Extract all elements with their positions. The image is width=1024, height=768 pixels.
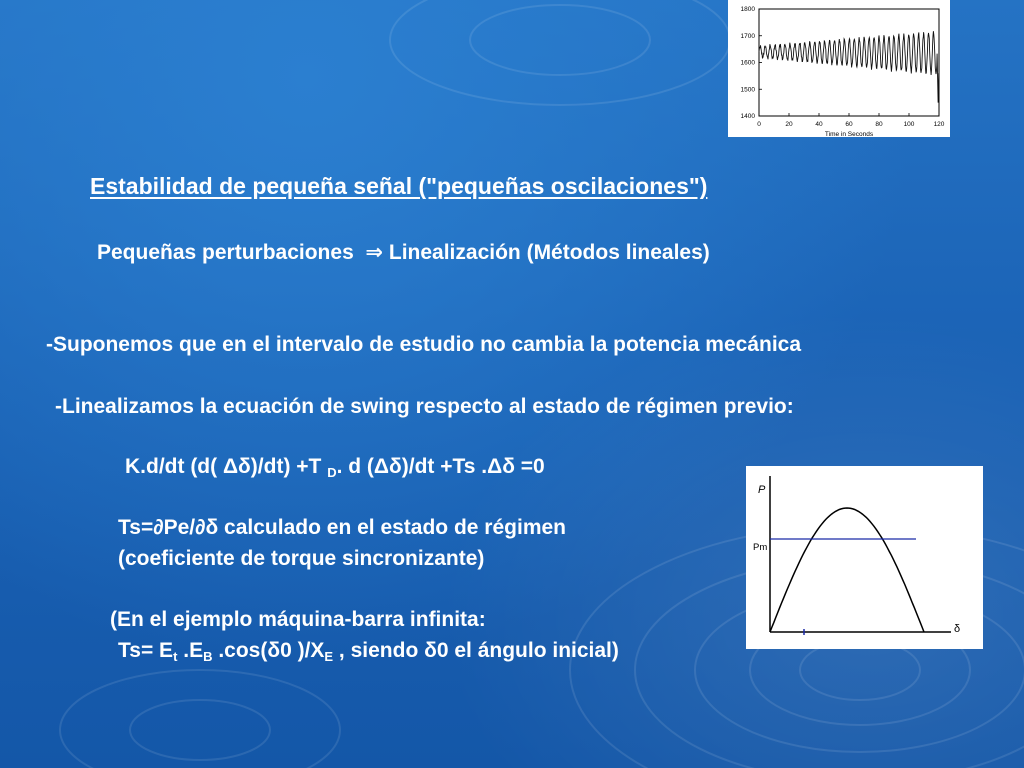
x-tick-label: 120 (933, 121, 945, 128)
linearized-swing-equation (125, 455, 545, 480)
implies-arrow: ⇒ (365, 241, 384, 264)
pm-label: Pm (753, 542, 768, 553)
formula-sub-t: t (173, 649, 178, 664)
slide-title: Estabilidad de pequeña señal ("pequeñas oscilaciones") (90, 173, 708, 199)
swing-linearization-line: -Linealizamos la ecuación de swing respecto al estado de régimen previo: (55, 395, 794, 418)
mechanical-power-assumption: -Suponemos que en el intervalo de estudio no cambia la potencia mecánica (46, 333, 802, 356)
ts-description: (coeficiente de torque sincronizante) (118, 547, 485, 570)
example-intro: (En el ejemplo máquina-barra infinita: (110, 608, 486, 631)
y-tick-label: 1600 (740, 59, 755, 67)
y-tick-label: 1500 (740, 86, 755, 94)
p-axis-label: P (758, 484, 766, 496)
perturbation-line (97, 240, 710, 265)
formula-sub-e: E (324, 649, 334, 664)
x-axis-label: Time in Seconds (824, 131, 874, 137)
ts-definition: Ts=∂Pe/∂δ calculado en el estado de régimen (118, 516, 567, 539)
perturbation-text: Pequeñas perturbaciones (97, 241, 354, 264)
formula-part-b: .E (177, 639, 204, 662)
x-tick-label: 100 (903, 121, 915, 128)
formula-part-c: .cos(δ0 )/X (212, 639, 325, 662)
eq-part-b: . d (Δδ)/dt +Ts .Δδ =0 (336, 455, 545, 478)
x-tick-label: 0 (757, 121, 761, 128)
linearization-text: Linealización (Métodos lineales) (388, 241, 710, 264)
delta-axis-label: δ (954, 623, 961, 635)
power-angle-curve (770, 508, 924, 632)
power-oscillation-chart (728, 0, 950, 137)
x-tick-label: 80 (875, 121, 883, 128)
formula-sub-b: B (203, 649, 213, 664)
power-angle-chart (746, 466, 983, 649)
y-tick-label: 1800 (740, 6, 755, 13)
y-tick-label: 1400 (740, 113, 755, 120)
formula-part-d: , siendo δ0 el ángulo inicial) (333, 639, 619, 662)
x-tick-label: 20 (785, 121, 793, 128)
eq-part-a: K.d/dt (d( Δδ)/dt) +T (125, 455, 328, 478)
formula-part-a: Ts= E (118, 639, 174, 662)
ts-example-formula (118, 639, 619, 664)
eq-subscript-d: D (327, 465, 337, 480)
y-tick-label: 1700 (740, 32, 755, 40)
x-tick-label: 40 (815, 121, 823, 128)
x-tick-label: 60 (845, 121, 853, 128)
